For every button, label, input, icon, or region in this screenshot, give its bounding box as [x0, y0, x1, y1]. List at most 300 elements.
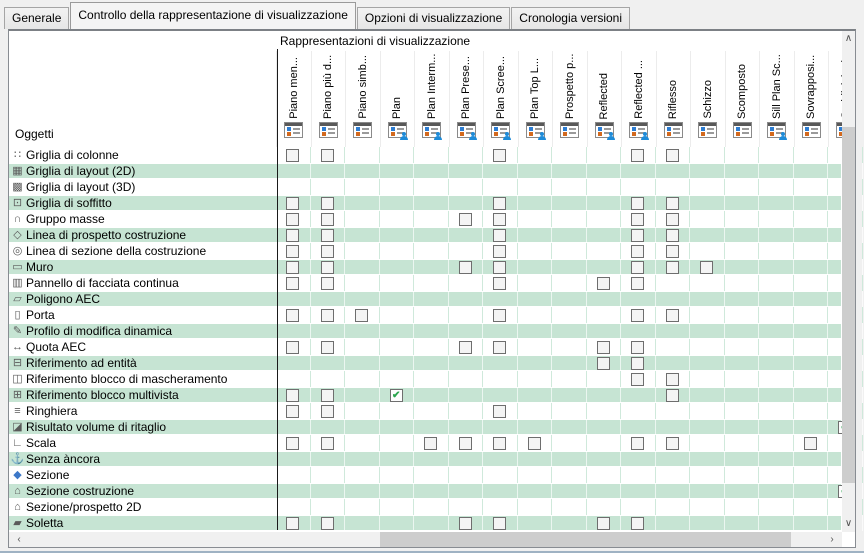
- table-row: [9, 163, 841, 179]
- representation-checkbox[interactable]: [666, 149, 679, 162]
- column-grid-icon: ∷: [14, 149, 21, 161]
- representation-checkbox[interactable]: [631, 341, 644, 354]
- matrix-cell: [552, 291, 587, 307]
- user-badge-icon: [400, 132, 408, 140]
- chevron-down-icon[interactable]: ∨: [842, 516, 855, 532]
- matrix-cell[interactable]: [656, 243, 691, 259]
- matrix-cell[interactable]: [276, 195, 311, 211]
- matrix-cell: [552, 275, 587, 291]
- matrix-cell[interactable]: [276, 243, 311, 259]
- matrix-cell: [518, 147, 553, 163]
- representation-checkbox[interactable]: [321, 389, 334, 402]
- matrix-cell[interactable]: [656, 387, 691, 403]
- matrix-cell[interactable]: [449, 339, 484, 355]
- representation-checkbox[interactable]: [666, 229, 679, 242]
- object-row-label[interactable]: [9, 515, 277, 531]
- matrix-cell: [690, 483, 725, 499]
- matrix-cell[interactable]: [311, 259, 346, 275]
- representation-checkbox[interactable]: [493, 341, 506, 354]
- matrix-cell[interactable]: [449, 515, 484, 531]
- matrix-cell: [483, 163, 518, 179]
- building-section-icon: ⌂: [14, 485, 21, 497]
- matrix-cell: [345, 275, 380, 291]
- object-row-label[interactable]: [9, 435, 277, 451]
- matrix-cell: [656, 499, 691, 515]
- representation-checkbox[interactable]: [321, 245, 334, 258]
- label-grid-divider: [277, 49, 278, 530]
- matrix-cell[interactable]: [483, 227, 518, 243]
- representation-checkbox[interactable]: [666, 197, 679, 210]
- matrix-cell[interactable]: [621, 307, 656, 323]
- matrix-cell: [449, 147, 484, 163]
- representation-checkbox[interactable]: [321, 261, 334, 274]
- matrix-cell[interactable]: [311, 339, 346, 355]
- matrix-cell: [552, 499, 587, 515]
- matrix-cell: [449, 371, 484, 387]
- object-row-label[interactable]: [9, 227, 277, 243]
- matrix-cell: [690, 403, 725, 419]
- matrix-cell: [414, 515, 449, 531]
- representation-checkbox[interactable]: [631, 149, 644, 162]
- representation-checkbox[interactable]: [286, 213, 299, 226]
- object-name: Griglia di soffitto: [26, 196, 112, 210]
- object-row-label[interactable]: [9, 499, 277, 515]
- object-row-label[interactable]: [9, 195, 277, 211]
- representation-checkbox-checked[interactable]: ✔: [390, 389, 403, 402]
- representation-checkbox[interactable]: [666, 213, 679, 226]
- matrix-cell: [759, 259, 794, 275]
- matrix-cell[interactable]: [380, 387, 415, 403]
- object-row-label[interactable]: [9, 323, 277, 339]
- matrix-cell[interactable]: [483, 403, 518, 419]
- matrix-cell: [725, 387, 760, 403]
- matrix-cell[interactable]: [311, 403, 346, 419]
- table-row: [9, 467, 841, 483]
- object-row-label[interactable]: [9, 355, 277, 371]
- representation-checkbox[interactable]: [459, 517, 472, 530]
- matrix-cell: [345, 339, 380, 355]
- matrix-cell: [311, 451, 346, 467]
- representation-checkbox[interactable]: [286, 309, 299, 322]
- matrix-cell: [449, 291, 484, 307]
- matrix-cell: [380, 211, 415, 227]
- matrix-cell: [345, 371, 380, 387]
- matrix-cell[interactable]: [276, 211, 311, 227]
- matrix-cell[interactable]: [587, 515, 622, 531]
- matrix-cell: [794, 323, 829, 339]
- table-row: [9, 179, 841, 195]
- horizontal-scrollbar-thumb[interactable]: [380, 532, 791, 547]
- representation-checkbox[interactable]: [493, 213, 506, 226]
- table-row: [9, 451, 841, 467]
- matrix-cell[interactable]: [483, 147, 518, 163]
- matrix-cell: [690, 227, 725, 243]
- matrix-cell[interactable]: [621, 211, 656, 227]
- matrix-cell[interactable]: [656, 227, 691, 243]
- column-header[interactable]: [725, 51, 760, 147]
- user-badge-icon: [503, 132, 511, 140]
- column-header[interactable]: [794, 51, 829, 147]
- representation-checkbox[interactable]: [597, 341, 610, 354]
- object-row-label[interactable]: [9, 403, 277, 419]
- representation-checkbox[interactable]: [424, 437, 437, 450]
- column-header[interactable]: [345, 51, 380, 147]
- table-row: [9, 419, 841, 435]
- matrix-cell: [345, 291, 380, 307]
- matrix-cell[interactable]: [621, 259, 656, 275]
- representation-checkbox[interactable]: [666, 437, 679, 450]
- matrix-cell[interactable]: [656, 371, 691, 387]
- table-row: [9, 499, 841, 515]
- representation-checkbox[interactable]: [286, 389, 299, 402]
- matrix-cell: [794, 211, 829, 227]
- matrix-cell: [690, 355, 725, 371]
- representation-checkbox[interactable]: [459, 261, 472, 274]
- representation-checkbox[interactable]: [493, 149, 506, 162]
- tab-opzioni-visualizzazione[interactable]: Opzioni di visualizzazione: [357, 7, 510, 29]
- matrix-cell[interactable]: [656, 307, 691, 323]
- column-header-label: Prospetto p...: [563, 53, 576, 119]
- object-name: Senza àncora: [26, 452, 101, 466]
- representation-checkbox[interactable]: [804, 437, 817, 450]
- representation-matrix-panel: [8, 29, 856, 548]
- tab-controllo-rappresentazione[interactable]: Controllo della rappresentazione di visualizzazione: [70, 2, 356, 29]
- matrix-cell: [794, 467, 829, 483]
- matrix-cell[interactable]: [483, 307, 518, 323]
- column-header[interactable]: [656, 51, 691, 147]
- matrix-cell: [345, 435, 380, 451]
- matrix-cell[interactable]: [621, 435, 656, 451]
- tab-cronologia-versioni[interactable]: Cronologia versioni: [511, 7, 630, 29]
- object-name: Linea di prospetto costruzione: [26, 228, 187, 242]
- matrix-cell[interactable]: [483, 515, 518, 531]
- representation-checkbox[interactable]: [286, 229, 299, 242]
- representation-checkbox[interactable]: [321, 229, 334, 242]
- matrix-cell: [414, 371, 449, 387]
- object-row-label[interactable]: [9, 307, 277, 323]
- matrix-cell: [794, 387, 829, 403]
- column-header[interactable]: [449, 51, 484, 147]
- table-row: [9, 515, 841, 531]
- matrix-cell: [587, 147, 622, 163]
- matrix-cell[interactable]: [483, 275, 518, 291]
- matrix-cell[interactable]: [656, 259, 691, 275]
- matrix-cell: [759, 227, 794, 243]
- representation-checkbox[interactable]: [321, 437, 334, 450]
- representation-checkbox[interactable]: [631, 437, 644, 450]
- representation-checkbox[interactable]: [321, 149, 334, 162]
- matrix-cell: [311, 483, 346, 499]
- matrix-cell[interactable]: [587, 355, 622, 371]
- column-header[interactable]: [621, 51, 656, 147]
- matrix-cell[interactable]: [311, 195, 346, 211]
- matrix-cell[interactable]: [311, 387, 346, 403]
- representation-checkbox[interactable]: [493, 261, 506, 274]
- object-row-label[interactable]: [9, 147, 277, 163]
- representation-checkbox[interactable]: [321, 405, 334, 418]
- matrix-cell[interactable]: [311, 147, 346, 163]
- matrix-cell: [380, 291, 415, 307]
- representation-checkbox[interactable]: [666, 389, 679, 402]
- object-row-label[interactable]: [9, 163, 277, 179]
- matrix-cell: [552, 243, 587, 259]
- matrix-cell: [518, 355, 553, 371]
- matrix-cell: [552, 195, 587, 211]
- object-row-label[interactable]: [9, 339, 277, 355]
- matrix-cell[interactable]: [621, 515, 656, 531]
- representation-checkbox[interactable]: [631, 373, 644, 386]
- representation-checkbox[interactable]: [459, 213, 472, 226]
- column-header[interactable]: [587, 51, 622, 147]
- representation-checkbox[interactable]: [286, 437, 299, 450]
- matrix-cell: [759, 499, 794, 515]
- matrix-cell[interactable]: [449, 211, 484, 227]
- matrix-cell[interactable]: [483, 339, 518, 355]
- matrix-cell[interactable]: [276, 403, 311, 419]
- representation-checkbox[interactable]: [666, 373, 679, 386]
- representation-checkbox[interactable]: [493, 517, 506, 530]
- representation-checkbox[interactable]: [321, 277, 334, 290]
- representation-checkbox[interactable]: [666, 245, 679, 258]
- matrix-cell[interactable]: [449, 259, 484, 275]
- matrix-cell[interactable]: [276, 435, 311, 451]
- matrix-cell[interactable]: [483, 211, 518, 227]
- matrix-cell[interactable]: [621, 275, 656, 291]
- object-row-label[interactable]: [9, 275, 277, 291]
- user-badge-icon: [538, 132, 546, 140]
- matrix-cell: [449, 179, 484, 195]
- display-rep-icon: [319, 122, 338, 138]
- matrix-cell: [759, 467, 794, 483]
- representation-checkbox[interactable]: [459, 341, 472, 354]
- matrix-cell[interactable]: [311, 435, 346, 451]
- matrix-cell[interactable]: [656, 147, 691, 163]
- object-row-label[interactable]: [9, 243, 277, 259]
- representation-checkbox[interactable]: [493, 245, 506, 258]
- object-row-label[interactable]: [9, 211, 277, 227]
- object-row-label[interactable]: [9, 387, 277, 403]
- column-header[interactable]: [276, 51, 311, 147]
- matrix-cell: [794, 403, 829, 419]
- matrix-cell: [794, 339, 829, 355]
- matrix-cell: [656, 419, 691, 435]
- representation-checkbox[interactable]: [597, 277, 610, 290]
- matrix-cell: [345, 163, 380, 179]
- representation-checkbox[interactable]: [493, 405, 506, 418]
- representation-checkbox[interactable]: [528, 437, 541, 450]
- matrix-cell[interactable]: [276, 339, 311, 355]
- matrix-cell[interactable]: [483, 243, 518, 259]
- representation-checkbox[interactable]: [321, 517, 334, 530]
- representation-checkbox[interactable]: [286, 277, 299, 290]
- matrix-cell[interactable]: [276, 147, 311, 163]
- object-row-label[interactable]: [9, 419, 277, 435]
- object-name: Riferimento blocco di mascheramento: [26, 372, 228, 386]
- column-header-label: Reflected ...: [632, 60, 645, 119]
- matrix-cell[interactable]: [311, 211, 346, 227]
- matrix-cell: [621, 483, 656, 499]
- representation-checkbox[interactable]: [666, 309, 679, 322]
- matrix-cell[interactable]: [311, 307, 346, 323]
- object-row-label[interactable]: [9, 291, 277, 307]
- matrix-cell[interactable]: [656, 195, 691, 211]
- matrix-cell[interactable]: [621, 195, 656, 211]
- column-header[interactable]: [380, 51, 415, 147]
- matrix-cell: [725, 307, 760, 323]
- matrix-cell[interactable]: [656, 211, 691, 227]
- matrix-cell: [380, 323, 415, 339]
- matrix-cell[interactable]: [276, 515, 311, 531]
- representation-checkbox[interactable]: [286, 405, 299, 418]
- matrix-cell: [656, 483, 691, 499]
- chevron-left-icon[interactable]: ‹: [11, 532, 27, 547]
- matrix-cell: [725, 323, 760, 339]
- matrix-cell[interactable]: [483, 195, 518, 211]
- object-row-label[interactable]: [9, 451, 277, 467]
- representation-checkbox[interactable]: [321, 309, 334, 322]
- representation-checkbox[interactable]: [493, 197, 506, 210]
- representation-checkbox[interactable]: [631, 245, 644, 258]
- representation-checkbox[interactable]: [631, 213, 644, 226]
- matrix-content: [9, 31, 841, 532]
- matrix-cell[interactable]: [276, 387, 311, 403]
- representation-checkbox[interactable]: [597, 517, 610, 530]
- representation-checkbox[interactable]: [321, 197, 334, 210]
- matrix-cell: [587, 435, 622, 451]
- representation-checkbox[interactable]: [286, 197, 299, 210]
- matrix-cell: [449, 323, 484, 339]
- representation-checkbox[interactable]: [286, 149, 299, 162]
- matrix-cell[interactable]: [311, 227, 346, 243]
- matrix-cell: [345, 195, 380, 211]
- matrix-cell: [414, 467, 449, 483]
- representation-checkbox[interactable]: [631, 357, 644, 370]
- table-row: [9, 259, 841, 275]
- matrix-cell[interactable]: [518, 435, 553, 451]
- representation-checkbox[interactable]: [631, 229, 644, 242]
- matrix-cell[interactable]: [311, 275, 346, 291]
- matrix-cell[interactable]: [276, 227, 311, 243]
- matrix-cell: [656, 451, 691, 467]
- representation-checkbox[interactable]: [459, 437, 472, 450]
- display-rep-user-icon: [629, 122, 648, 138]
- representation-checkbox[interactable]: [631, 197, 644, 210]
- matrix-cell[interactable]: [414, 435, 449, 451]
- object-row-label[interactable]: [9, 483, 277, 499]
- matrix-cell[interactable]: [449, 435, 484, 451]
- matrix-cell: [690, 371, 725, 387]
- matrix-cell[interactable]: [483, 435, 518, 451]
- representation-checkbox[interactable]: [666, 261, 679, 274]
- horizontal-scrollbar[interactable]: [9, 532, 842, 547]
- representation-checkbox[interactable]: [631, 277, 644, 290]
- matrix-cell[interactable]: [621, 371, 656, 387]
- representation-checkbox[interactable]: [286, 341, 299, 354]
- vertical-scrollbar[interactable]: [842, 31, 855, 532]
- representation-checkbox[interactable]: [286, 517, 299, 530]
- matrix-cell[interactable]: [587, 339, 622, 355]
- representation-checkbox[interactable]: [321, 213, 334, 226]
- matrix-cell: [483, 371, 518, 387]
- matrix-cell: [656, 467, 691, 483]
- matrix-cell: [656, 339, 691, 355]
- chevron-up-icon[interactable]: ∧: [842, 31, 855, 47]
- matrix-cell[interactable]: [621, 355, 656, 371]
- matrix-cell[interactable]: [345, 307, 380, 323]
- representation-checkbox[interactable]: [700, 261, 713, 274]
- column-header[interactable]: [414, 51, 449, 147]
- table-row: [9, 387, 841, 403]
- matrix-cell[interactable]: [794, 435, 829, 451]
- table-row: [9, 323, 841, 339]
- column-header[interactable]: [483, 51, 518, 147]
- object-name: Gruppo masse: [26, 212, 105, 226]
- chevron-right-icon[interactable]: ›: [824, 532, 840, 547]
- column-headers: [9, 51, 841, 147]
- representation-checkbox[interactable]: [321, 341, 334, 354]
- matrix-cell: [345, 467, 380, 483]
- matrix-cell: [690, 243, 725, 259]
- representation-checkbox[interactable]: [286, 261, 299, 274]
- matrix-cell[interactable]: [276, 275, 311, 291]
- matrix-cell[interactable]: [656, 435, 691, 451]
- representation-checkbox[interactable]: [631, 261, 644, 274]
- matrix-cell[interactable]: [621, 339, 656, 355]
- column-header[interactable]: [518, 51, 553, 147]
- matrix-cell[interactable]: [483, 259, 518, 275]
- display-rep-icon: [284, 122, 303, 138]
- matrix-cell[interactable]: [690, 259, 725, 275]
- representation-checkbox[interactable]: [286, 245, 299, 258]
- object-row-label[interactable]: [9, 467, 277, 483]
- matrix-cell: [449, 307, 484, 323]
- matrix-cell: [380, 435, 415, 451]
- representation-checkbox[interactable]: [597, 357, 610, 370]
- column-header[interactable]: [759, 51, 794, 147]
- object-row-label[interactable]: [9, 371, 277, 387]
- matrix-cell[interactable]: [276, 307, 311, 323]
- vertical-scrollbar-thumb[interactable]: [842, 127, 855, 483]
- matrix-cell: [552, 339, 587, 355]
- representation-checkbox[interactable]: [355, 309, 368, 322]
- matrix-cell[interactable]: [311, 515, 346, 531]
- representation-checkbox[interactable]: [631, 517, 644, 530]
- matrix-cell: [759, 243, 794, 259]
- matrix-cell[interactable]: [621, 227, 656, 243]
- matrix-cell[interactable]: [621, 147, 656, 163]
- representation-checkbox[interactable]: [493, 437, 506, 450]
- representation-checkbox[interactable]: [493, 277, 506, 290]
- matrix-cell: [311, 291, 346, 307]
- tab-generale[interactable]: Generale: [4, 7, 69, 29]
- matrix-cell: [414, 275, 449, 291]
- representation-checkbox[interactable]: [631, 309, 644, 322]
- column-header[interactable]: [311, 51, 346, 147]
- column-header[interactable]: [552, 51, 587, 147]
- matrix-cell[interactable]: [311, 243, 346, 259]
- matrix-cell: [621, 387, 656, 403]
- column-header[interactable]: [690, 51, 725, 147]
- object-row-label[interactable]: [9, 259, 277, 275]
- matrix-cell: [552, 435, 587, 451]
- representation-checkbox[interactable]: [493, 309, 506, 322]
- object-row-label[interactable]: [9, 179, 277, 195]
- matrix-cell[interactable]: [587, 275, 622, 291]
- matrix-cell[interactable]: [276, 259, 311, 275]
- matrix-cell: [414, 163, 449, 179]
- matrix-cell[interactable]: [621, 243, 656, 259]
- representation-checkbox[interactable]: [493, 229, 506, 242]
